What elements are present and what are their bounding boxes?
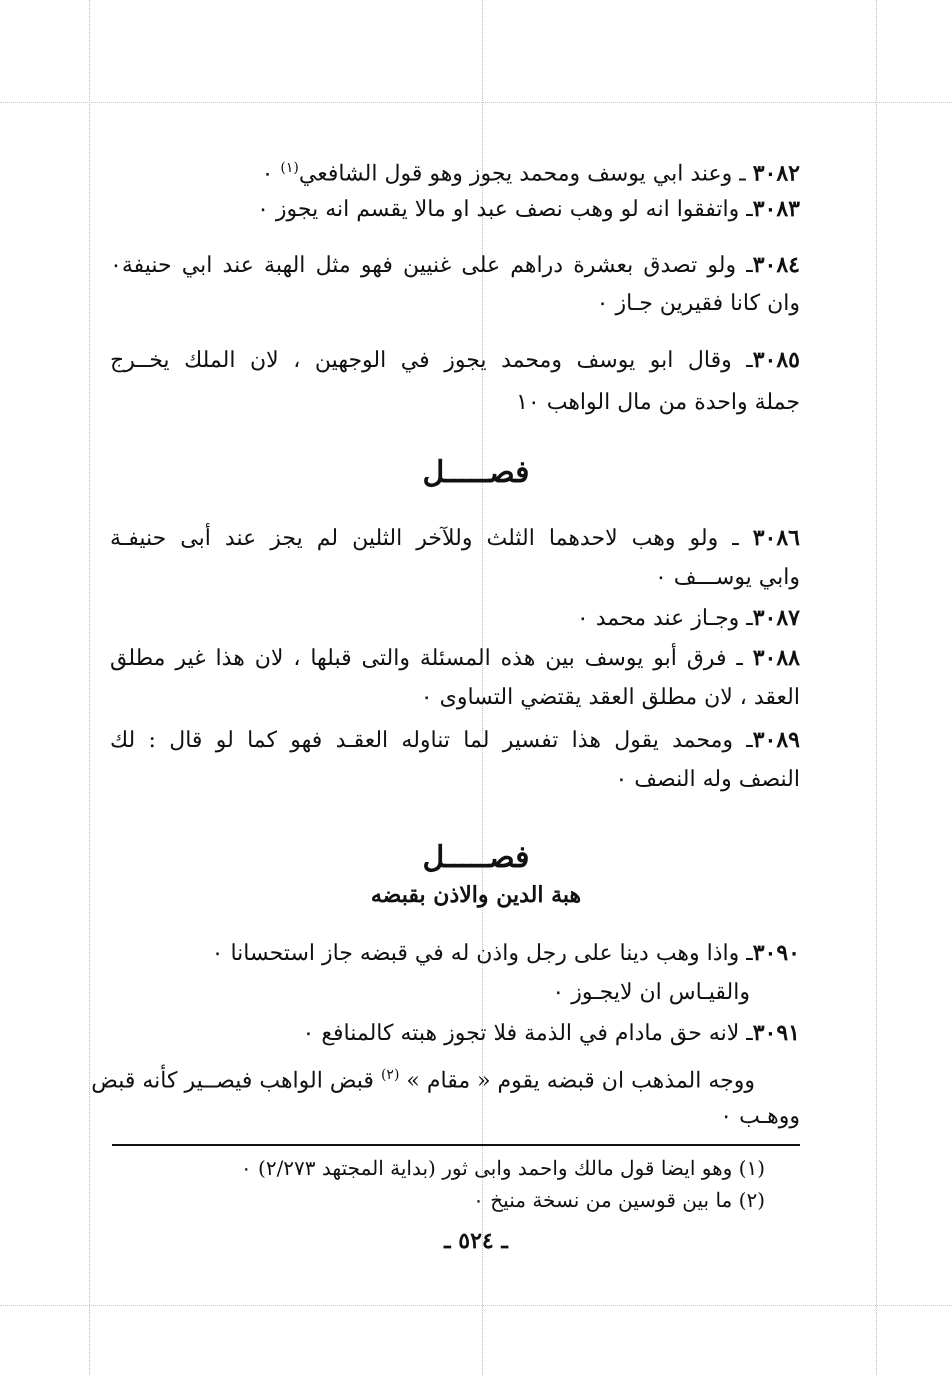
footnote-divider <box>112 1144 800 1146</box>
paragraph-line: ٣٠٩٠ـ واذا وهب دينا على رجل واذن له في قبضه جاز استحسانا ٠ <box>211 940 800 966</box>
footnote-ref: (٢) <box>380 1067 400 1083</box>
paragraph-line: وابي يوســـف ٠ <box>654 565 800 590</box>
scan-guide <box>0 1305 952 1306</box>
scan-guide <box>89 0 90 1375</box>
page-number: ـ ٥٢٤ ـ <box>444 1228 508 1254</box>
item-number: ٣٠٨٩ <box>752 727 800 753</box>
paragraph-line: ٣٠٨٦ ـ ولو وهب لاحدهما الثلث وللآخر الثلين لم يجز عند أبى حنيفـة <box>110 525 800 551</box>
paragraph-line: ٣٠٨٣ـ واتفقوا انه لو وهب نصف عبد او مالا يقسم انه يجوز ٠ <box>257 196 800 222</box>
item-number: ٣٠٨٦ <box>752 525 800 551</box>
paragraph-line: ٣٠٨٤ـ ولو تصدق بعشرة دراهم على غنيين فهو مثل الهبة عند ابي حنيفة٠ <box>110 252 800 278</box>
paragraph-line: ووهـب ٠ <box>720 1104 800 1129</box>
item-number: ٣٠٨٣ <box>752 196 800 222</box>
paragraph-line: ٣٠٨٧ـ وجـاز عند محمد ٠ <box>576 605 800 631</box>
paragraph-line: وان كانا فقيرين جـاز ٠ <box>596 291 800 316</box>
scan-guide <box>0 102 952 103</box>
item-number: ٣٠٨٧ <box>752 605 800 631</box>
item-number: ٣٠٨٥ <box>752 347 800 373</box>
footnote-ref: (١) <box>280 160 299 176</box>
paragraph-line: جملة واحدة من مال الواهب ١٠ <box>516 390 800 415</box>
item-number: ٣٠٨٨ <box>752 645 800 671</box>
footnote: (١) وهو ايضا قول مالك واحمد وابى ثور (بداية المجتهد ٢/٢٧٣) ٠ <box>240 1156 765 1180</box>
paragraph-line: ٣٠٨٩ـ ومحمد يقول هذا تفسير لما تناوله العقـد فهو كما لو قال : لك <box>110 727 800 753</box>
section-heading: فصـــــل <box>422 455 530 490</box>
item-number: ٣٠٨٤ <box>752 252 800 278</box>
section-heading: فصـــــل <box>422 840 530 875</box>
paragraph-line: ٣٠٨٢ ـ وعند ابي يوسف ومحمد يجوز وهو قول الشافعي$^{(١)}$ ٠ <box>261 160 800 187</box>
paragraph-line: ٣٠٨٥ـ وقال ابو يوسف ومحمد يجوز في الوجهين ، لان الملك يخــرج <box>110 347 800 373</box>
paragraph-line: العقد ، لان مطلق العقد يقتضي التساوى ٠ <box>420 685 800 710</box>
scan-guide <box>876 0 877 1375</box>
item-number: ٣٠٨٢ <box>752 160 800 187</box>
item-number: ٣٠٩١ <box>752 1020 800 1046</box>
footnote: (٢) ما بين قوسين من نسخة منيخ ٠ <box>473 1188 765 1212</box>
paragraph-line: النصف وله النصف ٠ <box>615 767 800 792</box>
paragraph-line: ووجه المذهب ان قبضه يقوم « مقام » $^{(٢)}$ قبض الواهب فيصــير كأنه قبض <box>91 1067 755 1094</box>
paragraph-line: ٣٠٨٨ ـ فرق أبو يوسف بين هذه المسئلة والتى قبلها ، لان هذا غير مطلق <box>110 645 800 671</box>
paragraph-line: ٣٠٩١ـ لانه حق مادام في الذمة فلا تجوز هبته كالمنافع ٠ <box>302 1020 800 1046</box>
section-subtitle: هبة الدين والاذن بقبضه <box>370 882 582 908</box>
paragraph-line: والقيـاس ان لايجـوز ٠ <box>552 980 750 1005</box>
item-number: ٣٠٩٠ <box>752 940 800 966</box>
